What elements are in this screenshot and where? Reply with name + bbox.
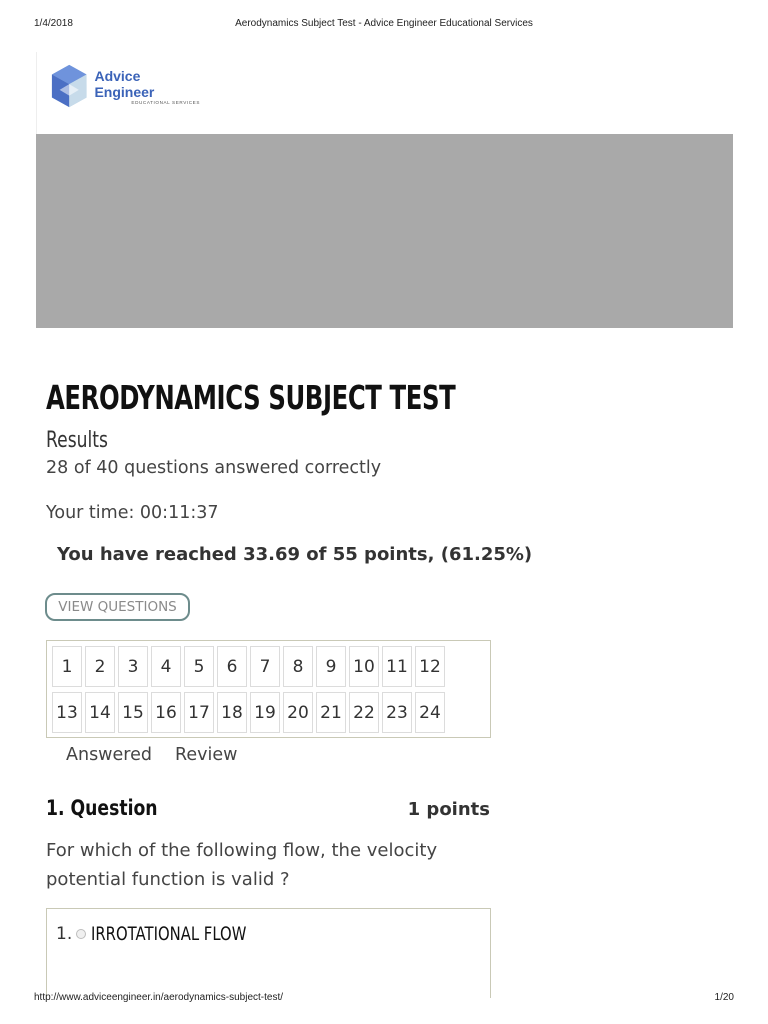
question-number-cell[interactable]: 21: [316, 692, 346, 733]
question-number-cell[interactable]: 15: [118, 692, 148, 733]
question-number-cell[interactable]: 20: [283, 692, 313, 733]
question-text: For which of the following flow, the velocity potential function is valid ?: [46, 840, 438, 890]
quiz-title: AERODYNAMICS SUBJECT TEST: [46, 378, 456, 417]
question-points: 1 points: [407, 799, 490, 820]
legend-review: Review: [175, 745, 238, 765]
logo-tagline: EDUCATIONAL SERVICES: [131, 99, 200, 105]
banner-image: [36, 134, 733, 328]
question-number-cell[interactable]: 18: [217, 692, 247, 733]
print-page-number: 1/20: [714, 992, 734, 1003]
time-summary: Your time: 00:11:37: [46, 503, 219, 523]
print-header: [0, 18, 768, 32]
question-number-cell[interactable]: 1: [52, 646, 82, 687]
question-number-cell[interactable]: 11: [382, 646, 412, 687]
print-title: Aerodynamics Subject Test - Advice Engineer Educational Services: [235, 18, 533, 29]
question-number-cell[interactable]: 6: [217, 646, 247, 687]
points-summary: You have reached 33.69 of 55 points, (61.25%): [57, 544, 533, 565]
question-number-cell[interactable]: 24: [415, 692, 445, 733]
question-number-cell[interactable]: 7: [250, 646, 280, 687]
logo-name: Advice Engineer: [94, 67, 155, 100]
correct-summary: 28 of 40 questions answered correctly: [46, 458, 382, 478]
print-url: http://www.adviceengineer.in/aerodynamics-subject-test/: [34, 992, 284, 1003]
answer-option[interactable]: [56, 923, 290, 945]
question-number-cell[interactable]: 2: [85, 646, 115, 687]
answer-number: 1.: [56, 924, 73, 944]
question-number-cell[interactable]: 22: [349, 692, 379, 733]
question-number-cell[interactable]: 10: [349, 646, 379, 687]
print-footer: [0, 992, 768, 1006]
question-number-cell[interactable]: 8: [283, 646, 313, 687]
hexagon-cube-icon: [50, 62, 88, 110]
site-logo[interactable]: [50, 60, 200, 112]
print-date: 1/4/2018: [34, 18, 73, 29]
view-questions-button[interactable]: VIEW QUESTIONS: [45, 593, 190, 621]
question-number-cell[interactable]: 17: [184, 692, 214, 733]
question-navigator: [46, 640, 491, 738]
question-number-cell[interactable]: 9: [316, 646, 346, 687]
results-heading: Results: [46, 428, 108, 453]
question-number-cell[interactable]: 16: [151, 692, 181, 733]
question-title: 1. Question: [46, 796, 158, 820]
question-number-cell[interactable]: 14: [85, 692, 115, 733]
question-number-cell[interactable]: 19: [250, 692, 280, 733]
answer-text: IRROTATIONAL FLOW: [91, 923, 247, 945]
logo-divider: [36, 52, 37, 134]
question-number-cell[interactable]: 3: [118, 646, 148, 687]
question-number-cell[interactable]: 12: [415, 646, 445, 687]
legend-answered: Answered: [66, 745, 152, 765]
question-number-cell[interactable]: 4: [151, 646, 181, 687]
question-number-cell[interactable]: 13: [52, 692, 82, 733]
question-number-cell[interactable]: 5: [184, 646, 214, 687]
answer-radio[interactable]: [76, 929, 86, 939]
answer-list: [46, 908, 491, 998]
question-number-cell[interactable]: 23: [382, 692, 412, 733]
